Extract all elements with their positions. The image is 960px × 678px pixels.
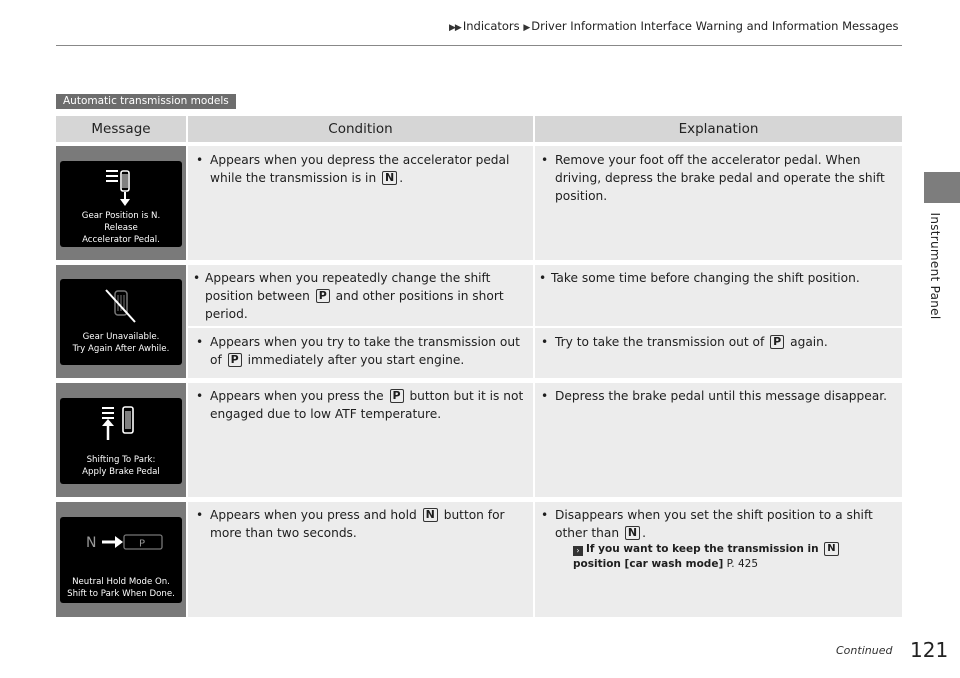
bullet-icon: • xyxy=(193,271,201,285)
display-screen xyxy=(60,398,182,484)
cross-reference-link[interactable]: › If you want to keep the transmission in N position [car wash mode] P. 425 xyxy=(573,542,883,572)
breadcrumb-item-messages[interactable]: Driver Information Interface Warning and Information Messages xyxy=(531,19,899,33)
shift-key-n-icon: N xyxy=(423,508,438,522)
display-text-line: Gear Position is N. xyxy=(81,211,161,221)
bullet-icon: • xyxy=(196,335,204,349)
display-text-line: Accelerator Pedal. xyxy=(82,235,160,245)
explanation-item: • Depress the brake pedal until this message disappear. xyxy=(541,389,887,403)
bullet-icon: • xyxy=(196,389,204,403)
display-text-line: Apply Brake Pedal xyxy=(82,467,160,477)
section-tab-marker xyxy=(924,172,960,203)
park-p-label: P xyxy=(139,538,146,550)
page-number: 121 xyxy=(910,638,949,662)
reference-page: P. 425 xyxy=(726,558,759,570)
condition-item: • Appears when you press the P button but it is not engaged due to low ATF temperature. xyxy=(196,389,524,421)
bullet-icon: • xyxy=(541,335,549,349)
bullet-icon: • xyxy=(196,153,204,167)
bullet-icon: • xyxy=(539,271,547,285)
shift-key-p-icon: P xyxy=(390,389,404,403)
neutral-n-label: N xyxy=(86,535,97,551)
gear-unavailable-icon xyxy=(60,285,182,325)
message-image-gear-unavailable xyxy=(56,265,186,378)
header-divider xyxy=(56,45,902,46)
column-header-condition: Condition xyxy=(188,116,533,142)
bullet-icon: • xyxy=(196,508,204,522)
breadcrumb-arrow-icon: ▶ xyxy=(523,23,530,33)
column-header-explanation: Explanation xyxy=(535,116,902,142)
side-section-label: Instrument Panel xyxy=(928,212,942,320)
continued-label: Continued xyxy=(836,644,893,657)
display-screen xyxy=(60,161,182,247)
reference-arrow-icon: › xyxy=(573,546,583,556)
breadcrumb-arrow-icon: ▶▶ xyxy=(449,23,461,33)
neutral-to-park-icon xyxy=(60,523,182,563)
display-text-line: Neutral Hold Mode On. xyxy=(72,577,170,587)
column-header-message: Message xyxy=(56,116,186,142)
shift-key-p-icon: P xyxy=(228,353,242,367)
bullet-icon: • xyxy=(541,389,549,403)
condition-item: • Appears when you depress the accelerator pedal while the transmission is in N . xyxy=(196,153,510,185)
shift-key-p-icon: P xyxy=(316,289,330,303)
message-image-shifting-to-park xyxy=(56,383,186,497)
message-image-neutral-hold xyxy=(56,502,186,617)
explanation-item: • Take some time before changing the shift position. xyxy=(539,271,860,285)
explanation-item: • Disappears when you set the shift position to a shift other than N . xyxy=(541,508,873,540)
shift-to-park-icon xyxy=(60,404,182,444)
display-text-line: Shift to Park When Done. xyxy=(67,589,175,599)
model-tag: Automatic transmission models xyxy=(56,94,236,109)
display-text-line: Shifting To Park: xyxy=(86,455,156,465)
breadcrumb-item-indicators[interactable]: Indicators xyxy=(462,19,520,33)
bullet-icon: • xyxy=(541,508,549,522)
bullet-icon: • xyxy=(541,153,549,167)
display-text-line: Release xyxy=(104,223,138,233)
breadcrumb xyxy=(449,19,899,33)
condition-item: • Appears when you repeatedly change the shift position between P and other positions in short period. xyxy=(193,271,504,321)
shift-key-n-icon: N xyxy=(824,542,838,556)
condition-item: • Appears when you press and hold N button for more than two seconds. xyxy=(196,508,505,540)
gear-n-release-icon xyxy=(60,167,182,207)
shift-key-p-icon: P xyxy=(770,335,784,349)
explanation-item: • Try to take the transmission out of P again. xyxy=(541,335,828,349)
display-text-line: Try Again After Awhile. xyxy=(72,344,170,354)
shift-key-n-icon: N xyxy=(382,171,397,185)
explanation-item: • Remove your foot off the accelerator pedal. When driving, depress the brake pedal and operate the shift position. xyxy=(541,153,885,203)
display-text-line: Gear Unavailable. xyxy=(82,332,160,342)
message-image-gear-position-n xyxy=(56,146,186,260)
shift-key-n-icon: N xyxy=(625,526,640,540)
display-screen xyxy=(60,517,182,603)
display-screen xyxy=(60,279,182,365)
condition-item: • Appears when you try to take the transmission out of P immediately after you start engine. xyxy=(196,335,520,367)
